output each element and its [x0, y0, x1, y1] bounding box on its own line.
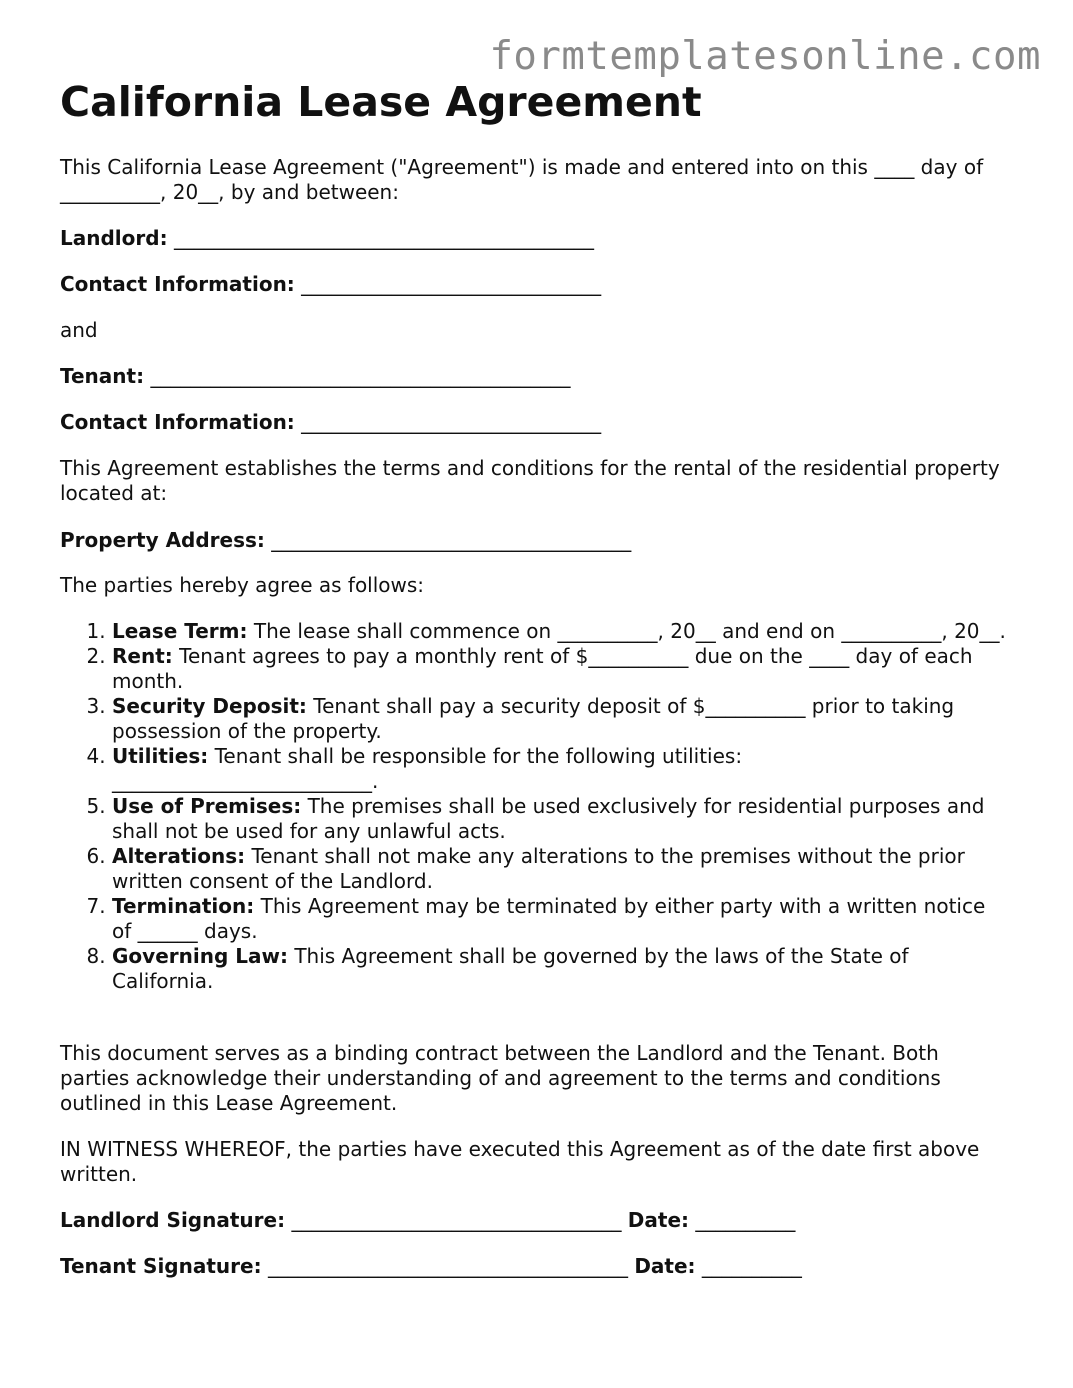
- tenant-line: [60, 364, 1010, 389]
- property-blank[interactable]: ____________________________________: [271, 528, 632, 552]
- term-label: Utilities:: [112, 744, 209, 768]
- witness-paragraph: IN WITNESS WHEREOF, the parties have executed this Agreement as of the date first above written.: [60, 1137, 980, 1186]
- tenant-signature-line: [60, 1254, 1010, 1279]
- term-item: [112, 744, 1010, 794]
- tenant-date-label: Date:: [634, 1254, 696, 1278]
- watermark: formtemplatesonline.com: [489, 34, 1041, 79]
- tenant-signature-blank[interactable]: ____________________________________: [267, 1254, 628, 1278]
- landlord-label: Landlord:: [60, 226, 168, 250]
- term-item: [112, 944, 1010, 994]
- establishes-paragraph: This Agreement establishes the terms and conditions for the rental of the residential property located at:: [60, 456, 1000, 505]
- landlord-blank[interactable]: __________________________________________: [173, 226, 594, 250]
- tenant-contact-blank[interactable]: ______________________________: [301, 410, 602, 434]
- term-text: Tenant agrees to pay a monthly rent of $__________ due on the ____ day of each month.: [112, 644, 973, 693]
- term-text: The lease shall commence on __________, 20__ and end on __________, 20__.: [253, 619, 1006, 643]
- binding-paragraph: This document serves as a binding contract between the Landlord and the Tenant. Both parties acknowledge their understanding of and agreement to the terms and conditions outlined in this Lease Agreement.: [60, 1041, 941, 1115]
- landlord-signature-blank[interactable]: _________________________________: [291, 1208, 622, 1232]
- landlord-signature-label: Landlord Signature:: [60, 1208, 286, 1232]
- term-item: [112, 844, 1010, 894]
- term-item: [112, 644, 1010, 694]
- term-text: The premises shall be used exclusively for residential purposes and shall not be used for any unlawful acts.: [112, 794, 985, 843]
- term-label: Lease Term:: [112, 619, 248, 643]
- term-label: Termination:: [112, 894, 255, 918]
- landlord-contact-line: [60, 272, 1010, 297]
- tenant-signature-label: Tenant Signature:: [60, 1254, 262, 1278]
- landlord-line: [60, 226, 1010, 251]
- term-item: [112, 894, 1010, 944]
- term-label: Governing Law:: [112, 944, 288, 968]
- term-label: Rent:: [112, 644, 173, 668]
- term-text: Tenant shall be responsible for the following utilities: __________________________.: [112, 744, 743, 793]
- property-line: [60, 528, 1010, 553]
- term-text: This Agreement shall be governed by the laws of the State of California.: [112, 944, 909, 993]
- agree-paragraph: The parties hereby agree as follows:: [60, 573, 425, 597]
- landlord-date-label: Date:: [627, 1208, 690, 1232]
- term-item: [112, 619, 1010, 644]
- term-item: [112, 694, 1010, 744]
- term-label: Alterations:: [112, 844, 246, 868]
- tenant-blank[interactable]: __________________________________________: [150, 364, 571, 388]
- term-label: Use of Premises:: [112, 794, 302, 818]
- landlord-contact-blank[interactable]: ______________________________: [301, 272, 602, 296]
- tenant-date-blank[interactable]: __________: [701, 1254, 802, 1278]
- term-text: Tenant shall not make any alterations to the premises without the prior written consent of the Landlord.: [112, 844, 965, 893]
- intro-paragraph: This California Lease Agreement ("Agreement") is made and entered into on this ____ day of __________, 20__, by and between:: [60, 155, 984, 204]
- property-label: Property Address:: [60, 528, 265, 552]
- landlord-signature-line: [60, 1208, 1010, 1233]
- landlord-date-blank[interactable]: __________: [695, 1208, 796, 1232]
- tenant-label: Tenant:: [60, 364, 145, 388]
- and-text: and: [60, 318, 98, 342]
- document-title: California Lease Agreement: [60, 78, 702, 126]
- term-item: [112, 794, 1010, 844]
- term-text: This Agreement may be terminated by either party with a written notice of ______ days.: [112, 894, 986, 943]
- terms-list: [60, 619, 1010, 994]
- term-label: Security Deposit:: [112, 694, 307, 718]
- term-text: Tenant shall pay a security deposit of $__________ prior to taking possession of the property.: [112, 694, 955, 743]
- landlord-contact-label: Contact Information:: [60, 272, 295, 296]
- tenant-contact-line: [60, 410, 1010, 435]
- tenant-contact-label: Contact Information:: [60, 410, 295, 434]
